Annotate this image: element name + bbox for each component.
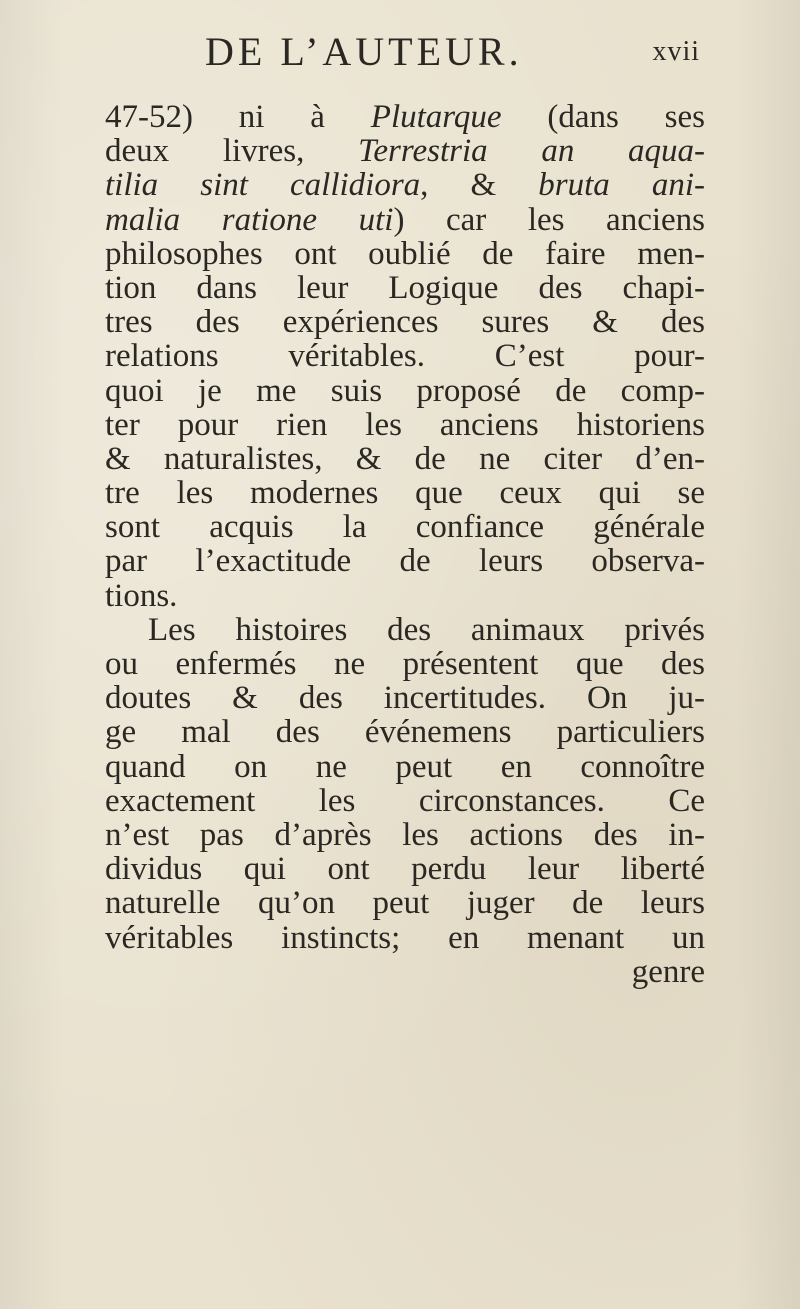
text-segment: par l’exactitude de leurs observa- <box>105 543 705 580</box>
text-line <box>105 203 705 237</box>
text-segment: philosophes ont oublié de faire men- <box>105 235 705 272</box>
catchword-line <box>105 955 705 989</box>
catchword: genre <box>631 953 705 990</box>
italic-segment: Terrestria an aqua- <box>358 133 705 170</box>
text-segment: naturelle qu’on peut juger de leurs <box>105 885 705 922</box>
page-number: xvii <box>652 36 700 67</box>
text-line <box>105 339 705 373</box>
text-segment: quoi je me suis proposé de comp- <box>105 372 705 409</box>
text-line <box>105 818 705 852</box>
body-text <box>105 100 705 989</box>
text-segment: dividus qui ont perdu leur liberté <box>105 851 705 888</box>
text-line <box>105 408 705 442</box>
italic-segment: Plutarque <box>370 99 502 135</box>
text-line <box>105 852 705 886</box>
text-segment: Les histoires des animaux privés <box>148 611 705 648</box>
text-line <box>105 305 705 339</box>
text-line <box>105 442 705 476</box>
text-segment: tre les modernes que ceux qui se <box>105 475 705 512</box>
text-line <box>105 134 705 168</box>
text-line <box>105 579 705 613</box>
text-segment: (dans ses <box>501 99 706 135</box>
text-segment: tres des expériences sures & des <box>105 304 705 341</box>
text-segment: ) car les anciens <box>393 201 705 238</box>
text-line <box>105 168 705 202</box>
text-line <box>105 921 705 955</box>
text-segment: tion dans leur Logique des chapi- <box>105 269 705 306</box>
text-line <box>105 544 705 578</box>
italic-segment: tilia sint callidiora <box>105 167 421 204</box>
text-line <box>105 647 705 681</box>
text-segment: relations véritables. C’est pour- <box>105 338 705 375</box>
text-line <box>105 374 705 408</box>
text-segment: quand on ne peut en connoître <box>105 748 705 785</box>
text-segment: doutes & des incertitudes. On ju- <box>105 680 705 717</box>
text-line <box>105 613 705 647</box>
text-line <box>105 510 705 544</box>
text-segment: & naturalistes, & de ne citer d’en- <box>105 440 705 477</box>
text-segment: 47-52) ni à <box>105 99 371 135</box>
text-segment: n’est pas d’après les actions des in- <box>105 816 705 853</box>
text-segment: , & <box>420 167 539 204</box>
text-line <box>105 750 705 784</box>
text-segment: sont acquis la confiance générale <box>105 509 705 546</box>
text-line <box>105 100 705 134</box>
text-line <box>105 886 705 920</box>
italic-segment: malia ratione uti <box>105 201 394 238</box>
text-segment: exactement les circonstances. Ce <box>105 782 705 819</box>
text-segment: ge mal des événemens particuliers <box>105 714 705 751</box>
text-segment: tions. <box>105 577 178 614</box>
text-line <box>105 271 705 305</box>
text-line <box>105 237 705 271</box>
text-line <box>105 476 705 510</box>
text-segment: deux livres, <box>105 133 359 170</box>
running-head <box>205 28 700 78</box>
italic-segment: bruta ani- <box>538 167 705 204</box>
running-title: DE L’AUTEUR. <box>205 29 523 74</box>
text-line <box>105 681 705 715</box>
text-segment: véritables instincts; en menant un <box>105 919 705 956</box>
text-line <box>105 715 705 749</box>
text-line <box>105 784 705 818</box>
text-segment: ou enfermés ne présentent que des <box>105 646 705 682</box>
text-segment: ter pour rien les anciens historiens <box>105 406 705 443</box>
